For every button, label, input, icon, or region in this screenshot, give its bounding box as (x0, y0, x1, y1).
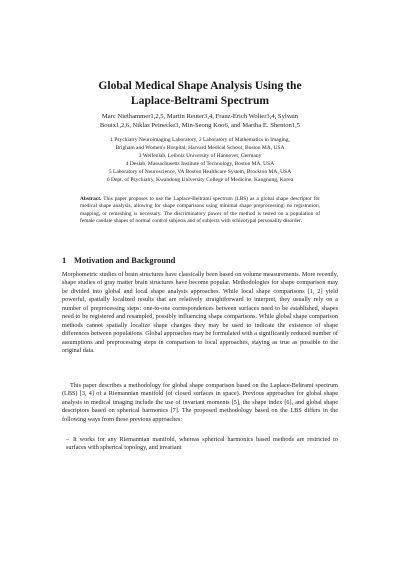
body-paragraph-1 (62, 271, 338, 356)
section-title: Motivation and Background (74, 256, 176, 265)
paper-title-line-2: Laplace-Beltrami Spectrum (130, 94, 270, 107)
bullet-item-1 (66, 436, 338, 453)
affiliation-line-3: 3 Welfenlab, Leibniz University of Hannover, Germany (138, 153, 262, 159)
affiliation-line-1: 1 Psychiatry Neuroimaging Laboratory, 2 Laboratory of Mathematics in Imaging, (110, 137, 290, 143)
author-list-line-1: Marc Niethammer1,2,5, Martin Reuter3,4, Franz-Erich Wolter3,4, Sylvain (101, 113, 299, 120)
paper-title-line-1: Global Medical Shape Analysis Using the (98, 79, 302, 92)
affiliation-line-4: 4 Deslab, Massachusetts Institute of Technology, Boston MA, USA (125, 161, 275, 167)
affiliation-line-6: 6 Dept. of Psychiatry, Kwandong University College of Medicine, Kangnung, Korea (106, 177, 294, 183)
body-paragraph-2 (62, 382, 338, 424)
affiliation-line-2: Brigham and Women's Hospital, Harvard Medical School, Boston MA, USA (115, 145, 285, 151)
paragraph-text: This paper describes a methodology for global shape comparison based on the Laplace-Beltrami spectrum (LBS) [3, 4] of a Riemannian manifold (of closed surfaces in space). Previous approaches for global shape analysis in medical imaging include the use of invariant moments [5], the shape index [6], and global shape descriptors based on spherical harmonics [7]. The proposed methodology based on the LBS differs in the following ways from these previous approaches: (62, 382, 338, 423)
abstract-text: This paper proposes to use the Laplace-Beltrami spectrum (LBS) as a global shape descriptor for medical shape analysis, allowing for shape comparisons using minimal shape preprocessing: no registration, mapping, or remeshing is necessary. The discriminatory power of the method is tested on a population of female caudate shapes of normal control subjects and of subjects with schizotypal personality disorder. (80, 196, 320, 225)
affiliation-line-5: 5 Laboratory of Neuroscience, VA Boston Healthcare System, Brockton MA, USA (108, 169, 292, 175)
abstract-label: Abstract. (80, 196, 102, 202)
abstract (80, 196, 320, 226)
section-number: 1 (62, 256, 67, 265)
section-heading (62, 255, 175, 266)
paragraph-text: Morphometric studies of brain structures have classically been based on volume measurements. More recently, shape studies of gray matter brain structures have become popular. Methodologies for shape comparison may be divided into global and local shape analysis approaches. While local shape comparisons [1, 2] yield powerful, spatially localized results that are relatively straightforward to interpret, they usually rely on a number of preprocessing steps: one-to-one correspondences between surfaces need to be established, shapes need to be registered and resampled, possibly influencing shape comparisons. While global shape comparison methods cannot spatially localize shape changes they may be used to indicate the existence of shape differences between populations. Global approaches may be formulated with a significantly reduced number of assumptions and preprocessing steps in comparison to local approaches, staying as true as possible to the original data. (62, 271, 338, 355)
author-list-line-2: Bouix1,2,6, Niklas Peinecke3, Min-Seong Koo6, and Martha E. Shenton1,5 (99, 122, 301, 129)
bullet-dash: – (66, 436, 70, 443)
bullet-text: It works for any Riemannian manifold, whereas spherical harmonics based methods are restricted to surfaces with spherical topology, and invariant (66, 436, 338, 452)
